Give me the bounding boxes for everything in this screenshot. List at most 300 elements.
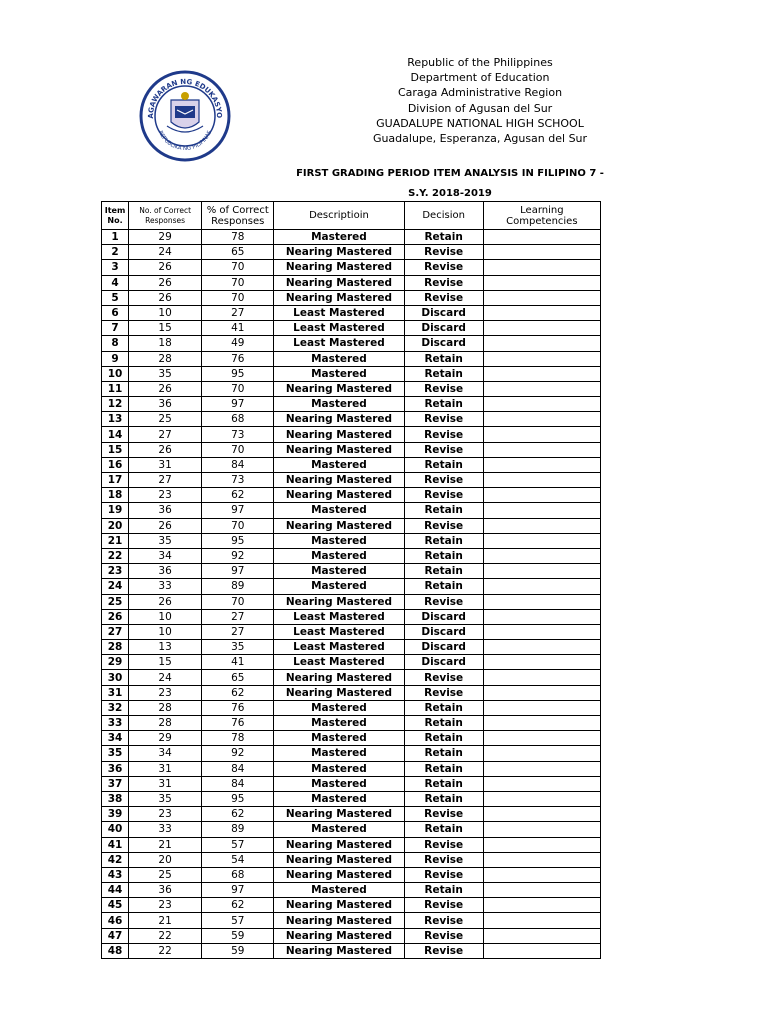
description: Nearing Mastered (274, 275, 404, 290)
correct-percent: 27 (202, 609, 274, 624)
correct-count: 13 (129, 640, 202, 655)
table-body (102, 230, 601, 959)
header-address: Guadalupe, Esperanza, Agusan del Sur (372, 131, 588, 145)
learning-competency (483, 655, 600, 670)
table-row (102, 305, 601, 320)
table-row (102, 791, 601, 806)
description: Nearing Mastered (274, 685, 404, 700)
correct-percent: 59 (202, 928, 274, 943)
decision: Retain (404, 564, 483, 579)
correct-count: 29 (129, 731, 202, 746)
correct-count: 35 (129, 366, 202, 381)
description: Nearing Mastered (274, 427, 404, 442)
item-analysis-table (101, 201, 601, 959)
correct-percent: 54 (202, 852, 274, 867)
item-number: 47 (102, 928, 129, 943)
correct-percent: 97 (202, 503, 274, 518)
correct-count: 23 (129, 807, 202, 822)
item-number: 13 (102, 412, 129, 427)
table-row (102, 913, 601, 928)
decision: Revise (404, 427, 483, 442)
description: Mastered (274, 230, 404, 245)
item-number: 40 (102, 822, 129, 837)
learning-competency (483, 412, 600, 427)
table-row (102, 533, 601, 548)
decision: Retain (404, 366, 483, 381)
correct-percent: 78 (202, 731, 274, 746)
learning-competency (483, 807, 600, 822)
item-number: 18 (102, 488, 129, 503)
item-number: 2 (102, 245, 129, 260)
item-number: 36 (102, 761, 129, 776)
correct-count: 35 (129, 533, 202, 548)
learning-competency (483, 943, 600, 958)
correct-percent: 76 (202, 716, 274, 731)
description: Least Mastered (274, 624, 404, 639)
description: Mastered (274, 731, 404, 746)
table-row (102, 655, 601, 670)
item-number: 8 (102, 336, 129, 351)
description: Mastered (274, 366, 404, 381)
item-number: 14 (102, 427, 129, 442)
decision: Retain (404, 746, 483, 761)
decision: Revise (404, 412, 483, 427)
item-number: 16 (102, 457, 129, 472)
correct-count: 27 (129, 473, 202, 488)
learning-competency (483, 230, 600, 245)
correct-percent: 62 (202, 488, 274, 503)
decision: Retain (404, 700, 483, 715)
correct-percent: 35 (202, 640, 274, 655)
learning-competency (483, 791, 600, 806)
table-row (102, 260, 601, 275)
correct-percent: 70 (202, 594, 274, 609)
decision: Retain (404, 883, 483, 898)
school-year: S.Y. 2018-2019 (408, 188, 492, 199)
correct-count: 22 (129, 928, 202, 943)
correct-count: 23 (129, 898, 202, 913)
correct-count: 33 (129, 579, 202, 594)
description: Mastered (274, 883, 404, 898)
correct-percent: 41 (202, 321, 274, 336)
correct-count: 28 (129, 716, 202, 731)
description: Nearing Mastered (274, 943, 404, 958)
item-number: 1 (102, 230, 129, 245)
correct-percent: 70 (202, 518, 274, 533)
learning-competency (483, 305, 600, 320)
description: Mastered (274, 457, 404, 472)
decision: Retain (404, 791, 483, 806)
header-item-no: Item No. (102, 202, 129, 230)
correct-count: 36 (129, 397, 202, 412)
decision: Revise (404, 260, 483, 275)
header-learning-competencies: Learning Competencies (483, 202, 600, 230)
item-number: 11 (102, 381, 129, 396)
table-row (102, 670, 601, 685)
decision: Revise (404, 381, 483, 396)
learning-competency (483, 260, 600, 275)
correct-percent: 92 (202, 746, 274, 761)
description: Mastered (274, 746, 404, 761)
correct-percent: 95 (202, 366, 274, 381)
correct-count: 15 (129, 655, 202, 670)
item-number: 33 (102, 716, 129, 731)
table-row (102, 290, 601, 305)
description: Mastered (274, 700, 404, 715)
correct-count: 31 (129, 457, 202, 472)
item-number: 41 (102, 837, 129, 852)
description: Nearing Mastered (274, 488, 404, 503)
learning-competency (483, 746, 600, 761)
correct-count: 34 (129, 548, 202, 563)
seal-top-text: AGAWARAN NG EDUKASYO (146, 77, 224, 119)
decision: Discard (404, 609, 483, 624)
item-number: 7 (102, 321, 129, 336)
correct-percent: 76 (202, 351, 274, 366)
description: Nearing Mastered (274, 412, 404, 427)
description: Least Mastered (274, 609, 404, 624)
correct-count: 20 (129, 852, 202, 867)
item-number: 27 (102, 624, 129, 639)
description: Mastered (274, 503, 404, 518)
report-title: FIRST GRADING PERIOD ITEM ANALYSIS IN FILIPINO 7 - (296, 168, 604, 179)
correct-percent: 92 (202, 548, 274, 563)
description: Nearing Mastered (274, 381, 404, 396)
learning-competency (483, 533, 600, 548)
description: Nearing Mastered (274, 928, 404, 943)
correct-percent: 65 (202, 245, 274, 260)
decision: Discard (404, 624, 483, 639)
correct-percent: 84 (202, 457, 274, 472)
description: Mastered (274, 761, 404, 776)
item-number: 48 (102, 943, 129, 958)
correct-count: 36 (129, 564, 202, 579)
learning-competency (483, 594, 600, 609)
description: Nearing Mastered (274, 290, 404, 305)
table-row (102, 731, 601, 746)
item-number: 44 (102, 883, 129, 898)
decision: Discard (404, 305, 483, 320)
header-school-name: GUADALUPE NATIONAL HIGH SCHOOL (376, 116, 584, 130)
learning-competency (483, 685, 600, 700)
item-number: 17 (102, 473, 129, 488)
description: Nearing Mastered (274, 594, 404, 609)
decision: Retain (404, 731, 483, 746)
correct-percent: 59 (202, 943, 274, 958)
correct-percent: 57 (202, 837, 274, 852)
learning-competency (483, 473, 600, 488)
table-row (102, 381, 601, 396)
description: Nearing Mastered (274, 898, 404, 913)
table-row (102, 397, 601, 412)
correct-percent: 89 (202, 822, 274, 837)
decision: Revise (404, 473, 483, 488)
correct-percent: 78 (202, 230, 274, 245)
decision: Revise (404, 245, 483, 260)
learning-competency (483, 366, 600, 381)
description: Least Mastered (274, 321, 404, 336)
correct-count: 36 (129, 503, 202, 518)
correct-percent: 95 (202, 533, 274, 548)
correct-percent: 97 (202, 564, 274, 579)
learning-competency (483, 503, 600, 518)
learning-competency (483, 700, 600, 715)
correct-count: 26 (129, 442, 202, 457)
item-number: 46 (102, 913, 129, 928)
correct-count: 27 (129, 427, 202, 442)
item-number: 31 (102, 685, 129, 700)
learning-competency (483, 579, 600, 594)
learning-competency (483, 442, 600, 457)
correct-count: 26 (129, 518, 202, 533)
correct-count: 21 (129, 913, 202, 928)
correct-count: 26 (129, 381, 202, 396)
correct-percent: 89 (202, 579, 274, 594)
decision: Discard (404, 321, 483, 336)
correct-percent: 97 (202, 883, 274, 898)
description: Nearing Mastered (274, 670, 404, 685)
decision: Revise (404, 290, 483, 305)
correct-percent: 62 (202, 898, 274, 913)
learning-competency (483, 336, 600, 351)
table-row (102, 488, 601, 503)
description: Mastered (274, 822, 404, 837)
item-number: 23 (102, 564, 129, 579)
description: Least Mastered (274, 655, 404, 670)
table-row (102, 594, 601, 609)
item-number: 34 (102, 731, 129, 746)
correct-percent: 97 (202, 397, 274, 412)
item-number: 30 (102, 670, 129, 685)
learning-competency (483, 928, 600, 943)
correct-count: 26 (129, 275, 202, 290)
learning-competency (483, 397, 600, 412)
correct-percent: 84 (202, 776, 274, 791)
description: Nearing Mastered (274, 442, 404, 457)
learning-competency (483, 883, 600, 898)
description: Mastered (274, 716, 404, 731)
table-row (102, 867, 601, 882)
description: Nearing Mastered (274, 852, 404, 867)
table-row (102, 473, 601, 488)
correct-percent: 73 (202, 427, 274, 442)
item-number: 24 (102, 579, 129, 594)
table-row (102, 898, 601, 913)
decision: Discard (404, 655, 483, 670)
table-row (102, 351, 601, 366)
correct-percent: 70 (202, 381, 274, 396)
description: Least Mastered (274, 305, 404, 320)
decision: Revise (404, 867, 483, 882)
decision: Revise (404, 837, 483, 852)
header-description: Descriptioin (274, 202, 404, 230)
table-row (102, 564, 601, 579)
description: Nearing Mastered (274, 913, 404, 928)
item-number: 10 (102, 366, 129, 381)
decision: Revise (404, 685, 483, 700)
correct-count: 10 (129, 305, 202, 320)
table-row (102, 776, 601, 791)
table-row (102, 822, 601, 837)
learning-competency (483, 913, 600, 928)
correct-percent: 62 (202, 807, 274, 822)
learning-competency (483, 716, 600, 731)
description: Mastered (274, 351, 404, 366)
decision: Revise (404, 852, 483, 867)
item-number: 25 (102, 594, 129, 609)
deped-seal (139, 70, 231, 162)
learning-competency (483, 275, 600, 290)
header-percent-correct: % of Correct Responses (202, 202, 274, 230)
learning-competency (483, 852, 600, 867)
description: Nearing Mastered (274, 473, 404, 488)
header-decision: Decision (404, 202, 483, 230)
correct-count: 23 (129, 488, 202, 503)
decision: Retain (404, 822, 483, 837)
table-row (102, 700, 601, 715)
decision: Retain (404, 716, 483, 731)
item-number: 12 (102, 397, 129, 412)
item-number: 21 (102, 533, 129, 548)
decision: Revise (404, 488, 483, 503)
correct-count: 10 (129, 624, 202, 639)
table-row (102, 852, 601, 867)
table-row (102, 883, 601, 898)
item-number: 32 (102, 700, 129, 715)
table-row (102, 609, 601, 624)
decision: Retain (404, 533, 483, 548)
description: Mastered (274, 791, 404, 806)
table-row (102, 412, 601, 427)
item-number: 9 (102, 351, 129, 366)
item-number: 29 (102, 655, 129, 670)
correct-count: 35 (129, 791, 202, 806)
description: Mastered (274, 776, 404, 791)
table-row (102, 761, 601, 776)
decision: Revise (404, 928, 483, 943)
decision: Retain (404, 351, 483, 366)
description: Least Mastered (274, 336, 404, 351)
description: Mastered (274, 548, 404, 563)
description: Nearing Mastered (274, 867, 404, 882)
correct-percent: 68 (202, 867, 274, 882)
correct-percent: 76 (202, 700, 274, 715)
learning-competency (483, 245, 600, 260)
correct-count: 33 (129, 822, 202, 837)
table-header-row (102, 202, 601, 230)
decision: Retain (404, 230, 483, 245)
correct-percent: 84 (202, 761, 274, 776)
correct-percent: 27 (202, 305, 274, 320)
decision: Revise (404, 898, 483, 913)
item-number: 20 (102, 518, 129, 533)
header-republic: Republic of the Philippines (407, 56, 553, 69)
item-number: 39 (102, 807, 129, 822)
decision: Revise (404, 670, 483, 685)
item-number: 45 (102, 898, 129, 913)
decision: Revise (404, 913, 483, 928)
table-row (102, 427, 601, 442)
description: Nearing Mastered (274, 807, 404, 822)
learning-competency (483, 867, 600, 882)
decision: Revise (404, 275, 483, 290)
table-row (102, 837, 601, 852)
header-division: Division of Agusan del Sur (407, 101, 553, 115)
learning-competency (483, 640, 600, 655)
learning-competency (483, 837, 600, 852)
learning-competency (483, 670, 600, 685)
learning-competency (483, 290, 600, 305)
decision: Retain (404, 503, 483, 518)
item-number: 5 (102, 290, 129, 305)
table-row (102, 685, 601, 700)
learning-competency (483, 609, 600, 624)
table-row (102, 336, 601, 351)
decision: Revise (404, 442, 483, 457)
correct-percent: 70 (202, 442, 274, 457)
correct-count: 26 (129, 260, 202, 275)
table-row (102, 518, 601, 533)
item-number: 43 (102, 867, 129, 882)
learning-competency (483, 776, 600, 791)
decision: Revise (404, 943, 483, 958)
learning-competency (483, 427, 600, 442)
decision: Retain (404, 397, 483, 412)
table-row (102, 746, 601, 761)
description: Least Mastered (274, 640, 404, 655)
learning-competency (483, 731, 600, 746)
correct-count: 29 (129, 230, 202, 245)
decision: Revise (404, 807, 483, 822)
seal-bottom-text: REPUBLIKA NG PILIPINAS (156, 129, 214, 153)
description: Mastered (274, 564, 404, 579)
item-number: 38 (102, 791, 129, 806)
table-row (102, 716, 601, 731)
item-number: 42 (102, 852, 129, 867)
correct-percent: 49 (202, 336, 274, 351)
table-row (102, 548, 601, 563)
correct-percent: 65 (202, 670, 274, 685)
table-row (102, 442, 601, 457)
learning-competency (483, 518, 600, 533)
correct-count: 18 (129, 336, 202, 351)
description: Mastered (274, 397, 404, 412)
table-row (102, 245, 601, 260)
correct-percent: 73 (202, 473, 274, 488)
correct-percent: 95 (202, 791, 274, 806)
table-row (102, 275, 601, 290)
correct-percent: 41 (202, 655, 274, 670)
description: Mastered (274, 533, 404, 548)
correct-count: 24 (129, 245, 202, 260)
correct-count: 25 (129, 867, 202, 882)
correct-count: 34 (129, 746, 202, 761)
decision: Discard (404, 640, 483, 655)
item-number: 28 (102, 640, 129, 655)
item-number: 4 (102, 275, 129, 290)
description: Nearing Mastered (274, 260, 404, 275)
table-row (102, 366, 601, 381)
table-row (102, 928, 601, 943)
correct-percent: 70 (202, 260, 274, 275)
learning-competency (483, 381, 600, 396)
correct-count: 21 (129, 837, 202, 852)
table-row (102, 640, 601, 655)
table-row (102, 943, 601, 958)
header-no-correct: No. of Correct Responses (129, 202, 202, 230)
table-row (102, 230, 601, 245)
item-number: 19 (102, 503, 129, 518)
